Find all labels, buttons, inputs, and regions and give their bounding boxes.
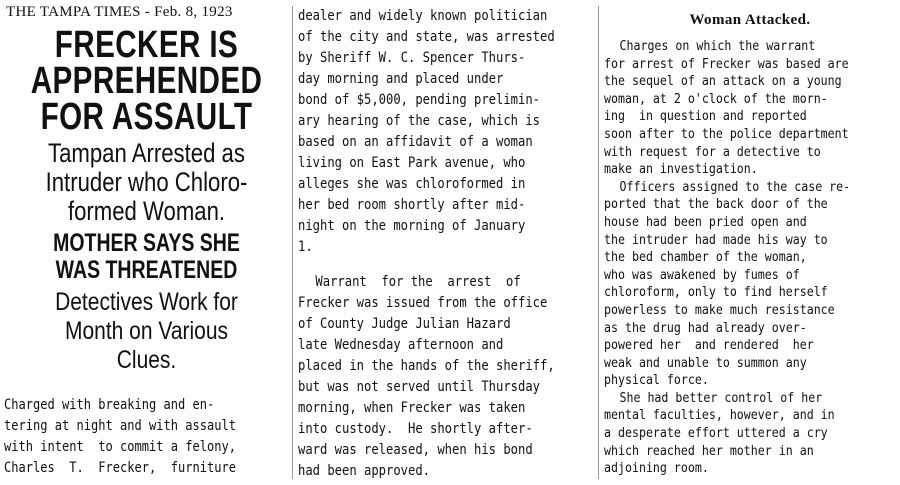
headline-line: FRECKER IS bbox=[54, 24, 239, 66]
body-line: make an investigation. bbox=[604, 161, 758, 178]
body-line: the bed chamber of the woman, bbox=[604, 249, 807, 266]
headline-line: APPREHENDED bbox=[30, 60, 263, 102]
body-line: as the drug had already over- bbox=[604, 319, 807, 336]
body-line: morning, when Frecker was taken bbox=[298, 400, 526, 416]
body-line: late Wednesday afternoon and bbox=[298, 337, 504, 353]
body-line: chloroform, only to find herself bbox=[604, 284, 828, 301]
body-line: Warrant for the arrest of bbox=[315, 274, 521, 290]
deck-line: Detectives Work for bbox=[55, 288, 238, 316]
body-line: She had better control of her bbox=[619, 389, 823, 406]
body-line: ary hearing of the case, which is bbox=[298, 113, 540, 129]
body-line: weak and unable to summon any bbox=[604, 354, 807, 371]
main-headline bbox=[4, 24, 289, 138]
body-line: ward was released, when his bond bbox=[298, 442, 533, 458]
body-line: night on the morning of January bbox=[298, 218, 526, 234]
body-line: Frecker was issued from the office bbox=[298, 295, 548, 311]
body-line: with intent to commit a felony, bbox=[4, 439, 236, 455]
body-line: Officers assigned to the case re- bbox=[619, 178, 851, 195]
body-line: day morning and placed under bbox=[298, 71, 504, 87]
body-line: but was not served until Thursday bbox=[298, 379, 540, 395]
body-line: soon after to the police department bbox=[604, 125, 849, 142]
deck-line: MOTHER SAYS SHE bbox=[53, 229, 240, 257]
body-line: based on an affidavit of a woman bbox=[298, 134, 533, 150]
deck-two bbox=[7, 230, 285, 284]
deck-one bbox=[5, 139, 288, 226]
body-line: the intruder had made his way to bbox=[604, 231, 828, 248]
body-line: tering at night and with assault bbox=[4, 418, 236, 434]
body-line: of the city and state, was arrested bbox=[298, 29, 555, 45]
body-line: ported that the back door of the bbox=[604, 196, 828, 213]
body-line: powered her and rendered her bbox=[604, 337, 814, 354]
body-line: which reached her mother in an bbox=[604, 442, 814, 459]
body-line: alleges she was chloroformed in bbox=[298, 176, 526, 192]
body-line: who was awakened by fumes of bbox=[604, 266, 800, 283]
deck-line: Intruder who Chloro- bbox=[45, 167, 248, 197]
body-line: into custody. He shortly after- bbox=[298, 421, 533, 437]
deck-line: formed Woman. bbox=[67, 196, 226, 226]
body-line: of County Judge Julian Hazard bbox=[298, 316, 511, 332]
body-line: Charged with breaking and en- bbox=[4, 397, 215, 413]
paragraph-gap bbox=[298, 258, 628, 272]
body-line: by Sheriff W. C. Spencer Thurs- bbox=[298, 50, 526, 66]
body-line: Charges on which the warrant bbox=[619, 38, 816, 54]
body-line: with request for a detective to bbox=[604, 143, 821, 160]
body-line: placed in the hands of the sheriff, bbox=[298, 358, 555, 374]
body-line: mental faculties, however, and in bbox=[604, 407, 835, 424]
column-three bbox=[604, 0, 896, 485]
body-line: Charles T. Frecker, furniture bbox=[4, 460, 236, 476]
body-line: 1. bbox=[298, 239, 313, 255]
deck-line: Clues. bbox=[116, 346, 177, 374]
body-line: living on East Park avenue, who bbox=[298, 155, 526, 171]
dateline: THE TAMPA TIMES - Feb. 8, 1923 bbox=[6, 4, 233, 20]
column-one-body bbox=[4, 395, 304, 479]
column-one bbox=[4, 0, 289, 485]
body-line: her bed room shortly after mid- bbox=[298, 197, 526, 213]
deck-three bbox=[5, 288, 288, 375]
body-line: bond of $5,000, pending prelimin- bbox=[298, 92, 540, 108]
headline-line: FOR ASSAULT bbox=[40, 96, 253, 138]
body-line: a desperate effort uttered a cry bbox=[604, 425, 828, 442]
column-two-body bbox=[298, 6, 628, 482]
deck-line: Month on Various bbox=[64, 317, 229, 345]
body-line: the sequel of an attack on a young bbox=[604, 73, 842, 90]
body-line: dealer and widely known politician bbox=[298, 8, 548, 24]
deck-line: Tampan Arrested as bbox=[48, 138, 245, 168]
column-three-body bbox=[604, 38, 900, 478]
deck-line: WAS THREATENED bbox=[55, 256, 238, 284]
body-line: physical force. bbox=[604, 372, 709, 389]
body-line: ing in question and reported bbox=[604, 108, 807, 125]
body-line: house had been pried open and bbox=[604, 213, 807, 230]
column-two bbox=[298, 0, 590, 485]
body-line: adjoining room. bbox=[604, 460, 709, 477]
body-line: woman, at 2 o'clock of the morn- bbox=[604, 90, 828, 107]
body-line: for arrest of Frecker was based are bbox=[604, 55, 849, 72]
body-line: powerless to make much resistance bbox=[604, 301, 835, 318]
body-line: had been approved. bbox=[298, 463, 430, 479]
subheading: Woman Attacked. bbox=[689, 12, 811, 28]
